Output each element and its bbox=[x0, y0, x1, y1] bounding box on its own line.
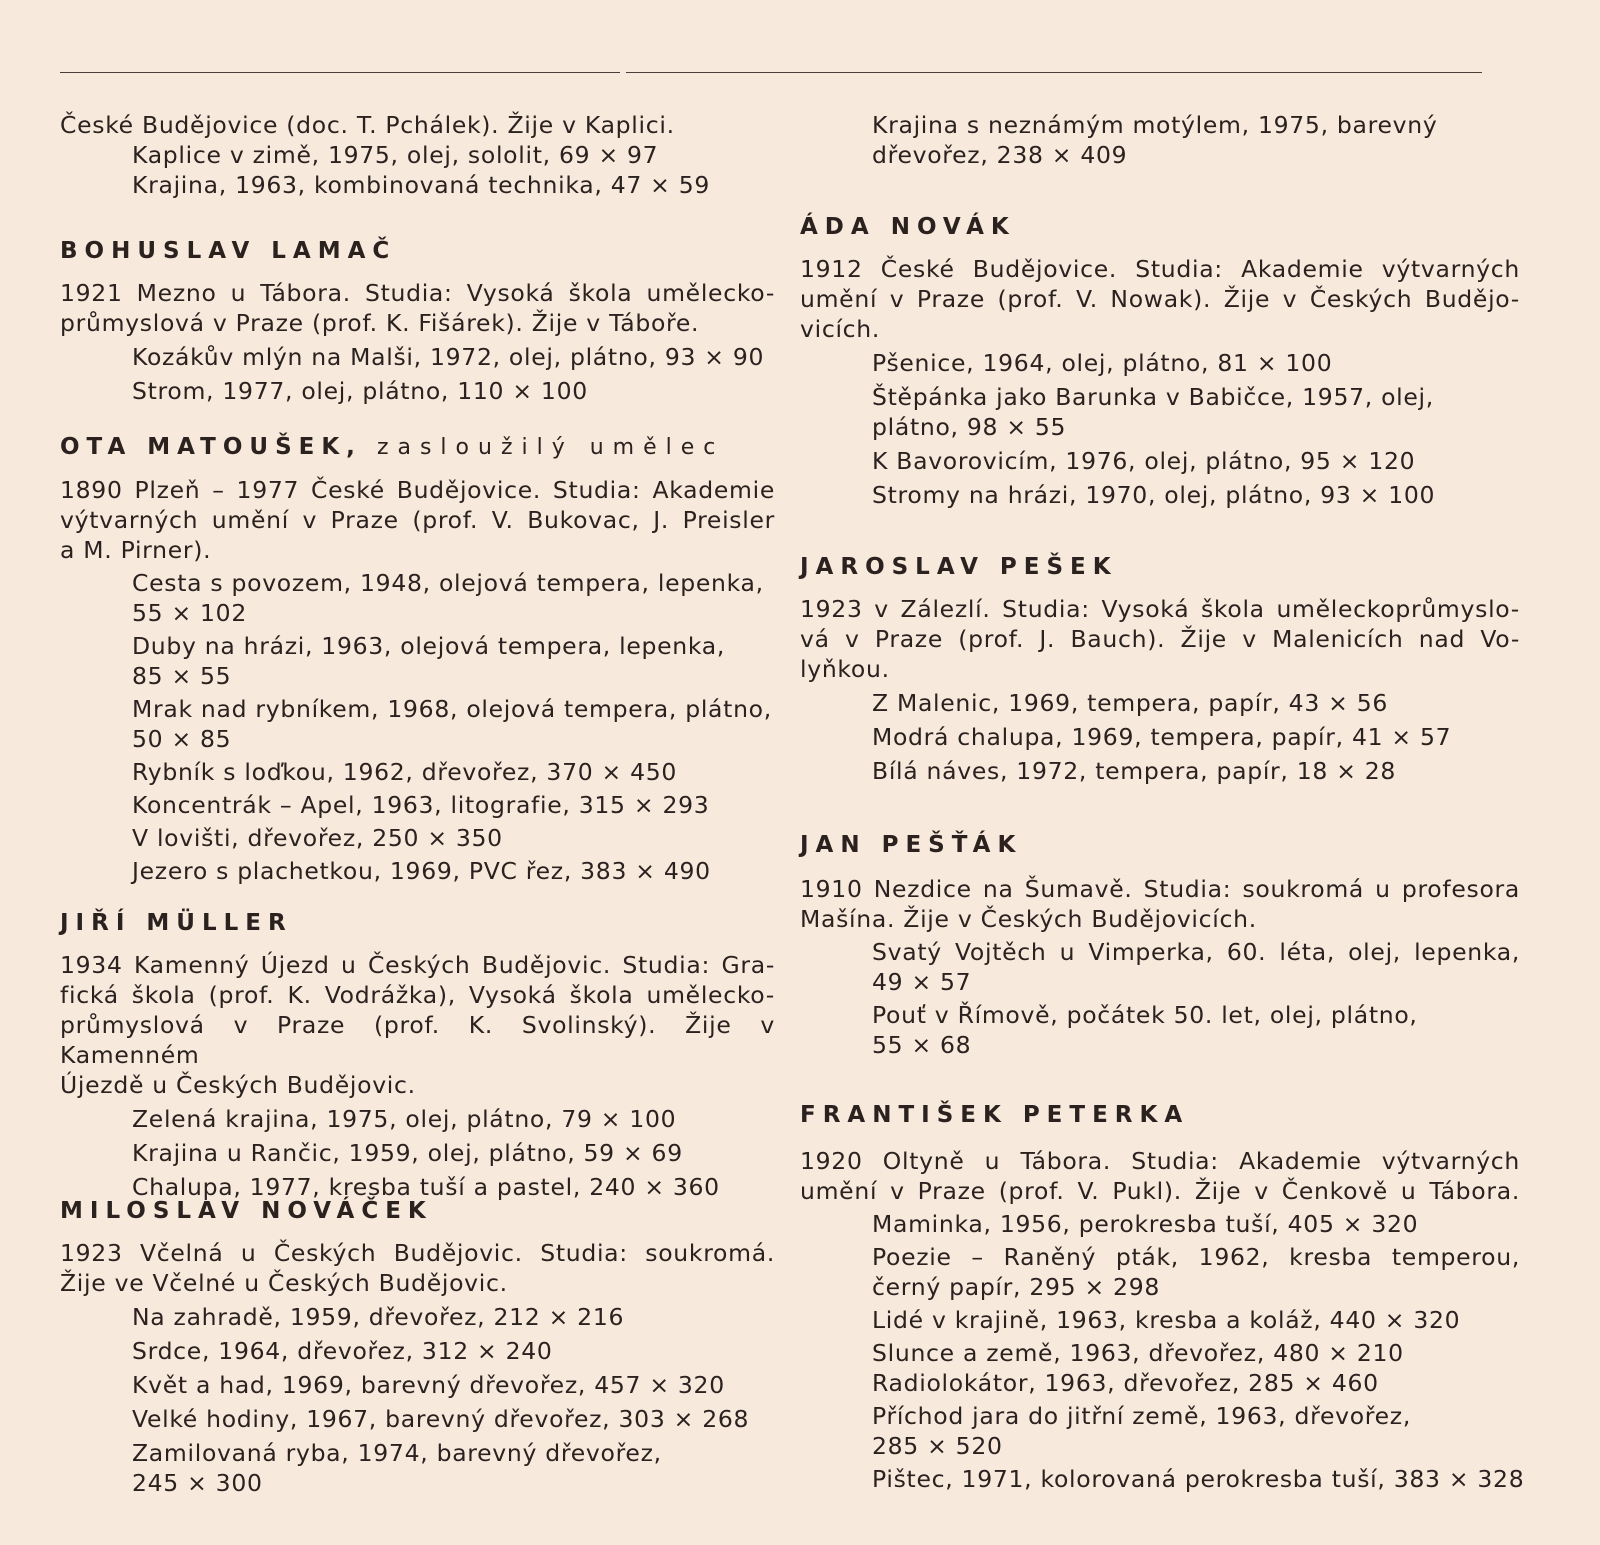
work-line: Chalupa, 1977, kresba tuší a pastel, 240 × 360 bbox=[132, 1173, 720, 1201]
bio-line: Mašína. Žije v Českých Budějovicích. bbox=[800, 905, 1257, 933]
work-line: Lidé v krajině, 1963, kresba a koláž, 440 × 320 bbox=[872, 1306, 1461, 1334]
artist-name: FRANTIŠEK PETERKA bbox=[800, 1102, 1190, 1128]
work-line: 49 × 57 bbox=[872, 968, 972, 996]
work-line: Zelená krajina, 1975, olej, plátno, 79 × 100 bbox=[132, 1105, 677, 1133]
work-line: Rybník s loďkou, 1962, dřevořez, 370 × 450 bbox=[132, 758, 678, 786]
artist-name: JAROSLAV PEŠEK bbox=[800, 554, 1118, 580]
artist-name: MILOSLAV NOVÁČEK bbox=[60, 1198, 433, 1224]
work-line: Krajina s neznámým motýlem, 1975, barevný bbox=[872, 111, 1438, 139]
bio-line: 1923 v Zálezlí. Studia: Vysoká škola uměleckoprůmyslo- bbox=[800, 595, 1520, 623]
artist-name: JIŘÍ MÜLLER bbox=[60, 910, 293, 936]
work-line: Modrá chalupa, 1969, tempera, papír, 41 × 57 bbox=[872, 723, 1452, 751]
work-line: 285 × 520 bbox=[872, 1432, 1003, 1460]
intro-entry-right bbox=[800, 110, 1520, 170]
artist-honorific: zasloužilý umělec bbox=[376, 435, 725, 460]
work-line: Bílá náves, 1972, tempera, papír, 18 × 28 bbox=[872, 757, 1397, 785]
work-line: Poezie – Raněný pták, 1962, kresba temperou, bbox=[872, 1243, 1520, 1271]
artist-entry-pestak bbox=[800, 830, 1520, 1060]
bio-line: Žije ve Včelné u Českých Budějovic. bbox=[60, 1269, 508, 1297]
work-line: Duby na hrázi, 1963, olejová tempera, lepenka, bbox=[132, 632, 726, 660]
bio-line: vá v Praze (prof. J. Bauch). Žije v Malenicích nad Vo- bbox=[800, 625, 1520, 653]
bio-line: 1890 Plzeň – 1977 České Budějovice. Studia: Akademie bbox=[60, 476, 775, 504]
artist-entry-pesek bbox=[800, 552, 1520, 786]
work-line: 245 × 300 bbox=[132, 1469, 263, 1497]
work-line: Srdce, 1964, dřevořez, 312 × 240 bbox=[132, 1337, 553, 1365]
work-line: Slunce a země, 1963, dřevořez, 480 × 210 bbox=[872, 1339, 1404, 1367]
work-line: Cesta s povozem, 1948, olejová tempera, lepenka, bbox=[132, 569, 764, 597]
artist-entry-novak bbox=[800, 212, 1520, 510]
bio-line: 1910 Nezdice na Šumavě. Studia: soukromá u profesora bbox=[800, 875, 1520, 903]
artist-entry-lamac bbox=[60, 236, 775, 406]
work-line: Pouť v Římově, počátek 50. let, olej, plátno, bbox=[872, 1001, 1418, 1029]
work-line: 85 × 55 bbox=[132, 662, 232, 690]
work-line: Zamilovaná ryba, 1974, barevný dřevořez, bbox=[132, 1439, 662, 1467]
bio-line: 1923 Včelná u Českých Budějovic. Studia: soukromá. bbox=[60, 1239, 775, 1267]
artist-entry-peterka bbox=[800, 1100, 1525, 1494]
bio-line: České Budějovice (doc. T. Pchálek). Žije v Kaplici. bbox=[60, 111, 675, 139]
artist-entry-matousek bbox=[60, 432, 775, 886]
bio-line: 1912 České Budějovice. Studia: Akademie výtvarných bbox=[800, 255, 1520, 283]
artist-name: OTA MATOUŠEK, bbox=[60, 434, 362, 460]
work-line: Jezero s plachetkou, 1969, PVC řez, 383 × 490 bbox=[132, 857, 711, 885]
work-line: Kaplice v zimě, 1975, olej, sololit, 69 × 97 bbox=[132, 141, 659, 169]
artist-name: BOHUSLAV LAMAČ bbox=[60, 238, 397, 264]
bio-line: fická škola (prof. K. Vodrážka), Vysoká škola umělecko- bbox=[60, 981, 775, 1009]
work-line: Na zahradě, 1959, dřevořez, 212 × 216 bbox=[132, 1303, 625, 1331]
work-line: Radiolokátor, 1963, dřevořez, 285 × 460 bbox=[872, 1369, 1379, 1397]
bio-line: Újezdě u Českých Budějovic. bbox=[60, 1071, 416, 1099]
work-line: plátno, 98 × 55 bbox=[872, 413, 1067, 441]
top-rule-left bbox=[60, 72, 620, 73]
bio-line: 1934 Kamenný Újezd u Českých Budějovic. Studia: Gra- bbox=[60, 951, 775, 979]
bio-line: a M. Pirner). bbox=[60, 536, 212, 564]
bio-line: umění v Praze (prof. V. Nowak). Žije v Českých Budějo- bbox=[800, 285, 1520, 313]
work-line: 55 × 68 bbox=[872, 1031, 972, 1059]
work-line: Mrak nad rybníkem, 1968, olejová tempera, plátno, bbox=[132, 695, 772, 723]
artist-name: JAN PEŠŤÁK bbox=[800, 832, 1023, 858]
work-line: Pšenice, 1964, olej, plátno, 81 × 100 bbox=[872, 349, 1333, 377]
work-line: Koncentrák – Apel, 1963, litografie, 315 × 293 bbox=[132, 791, 710, 819]
work-line: Strom, 1977, olej, plátno, 110 × 100 bbox=[132, 377, 588, 405]
work-line: dřevořez, 238 × 409 bbox=[872, 141, 1128, 169]
work-line: Příchod jara do jitřní země, 1963, dřevořez, bbox=[872, 1402, 1412, 1430]
artist-name-row bbox=[60, 432, 775, 463]
artist-name: ÁDA NOVÁK bbox=[800, 214, 1016, 240]
bio-line: průmyslová v Praze (prof. K. Fišárek). Žije v Táboře. bbox=[60, 309, 700, 337]
work-line: Kozákův mlýn na Malši, 1972, olej, plátno, 93 × 90 bbox=[132, 343, 765, 371]
bio-line: 1921 Mezno u Tábora. Studia: Vysoká škola umělecko- bbox=[60, 279, 775, 307]
work-line: 55 × 102 bbox=[132, 599, 247, 627]
bio-line: 1920 Oltyně u Tábora. Studia: Akademie výtvarných bbox=[800, 1147, 1520, 1175]
work-line: K Bavorovicím, 1976, olej, plátno, 95 × 120 bbox=[872, 447, 1416, 475]
work-line: Maminka, 1956, perokresba tuší, 405 × 320 bbox=[872, 1210, 1419, 1238]
work-line: Z Malenic, 1969, tempera, papír, 43 × 56 bbox=[872, 689, 1389, 717]
artist-entry-novacek bbox=[60, 1196, 775, 1498]
bio-line: výtvarných umění v Praze (prof. V. Bukovac, J. Preisler bbox=[60, 506, 775, 534]
work-line: Krajina u Rančic, 1959, olej, plátno, 59 × 69 bbox=[132, 1139, 683, 1167]
work-line: Stromy na hrázi, 1970, olej, plátno, 93 × 100 bbox=[872, 481, 1436, 509]
top-rule-right bbox=[626, 72, 1482, 73]
work-line: Štěpánka jako Barunka v Babičce, 1957, olej, bbox=[872, 383, 1434, 411]
artist-entry-muller bbox=[60, 908, 775, 1202]
work-line: Květ a had, 1969, barevný dřevořez, 457 × 320 bbox=[132, 1371, 725, 1399]
intro-entry bbox=[60, 110, 775, 200]
work-line: Pištec, 1971, kolorovaná perokresba tuší, 383 × 328 bbox=[872, 1465, 1525, 1493]
work-line: 50 × 85 bbox=[132, 725, 232, 753]
work-line: V lovišti, dřevořez, 250 × 350 bbox=[132, 824, 503, 852]
bio-line: umění v Praze (prof. V. Pukl). Žije v Čenkově u Tábora. bbox=[800, 1177, 1520, 1205]
work-line: Svatý Vojtěch u Vimperka, 60. léta, olej, lepenka, bbox=[872, 938, 1520, 966]
bio-line: průmyslová v Praze (prof. K. Svolinský). Žije v Kamenném bbox=[60, 1011, 775, 1069]
work-line: černý papír, 295 × 298 bbox=[872, 1273, 1161, 1301]
bio-line: vicích. bbox=[800, 315, 881, 343]
bio-line: lyňkou. bbox=[800, 655, 890, 683]
work-line: Krajina, 1963, kombinovaná technika, 47 × 59 bbox=[132, 171, 711, 199]
work-line: Velké hodiny, 1967, barevný dřevořez, 303 × 268 bbox=[132, 1405, 750, 1433]
